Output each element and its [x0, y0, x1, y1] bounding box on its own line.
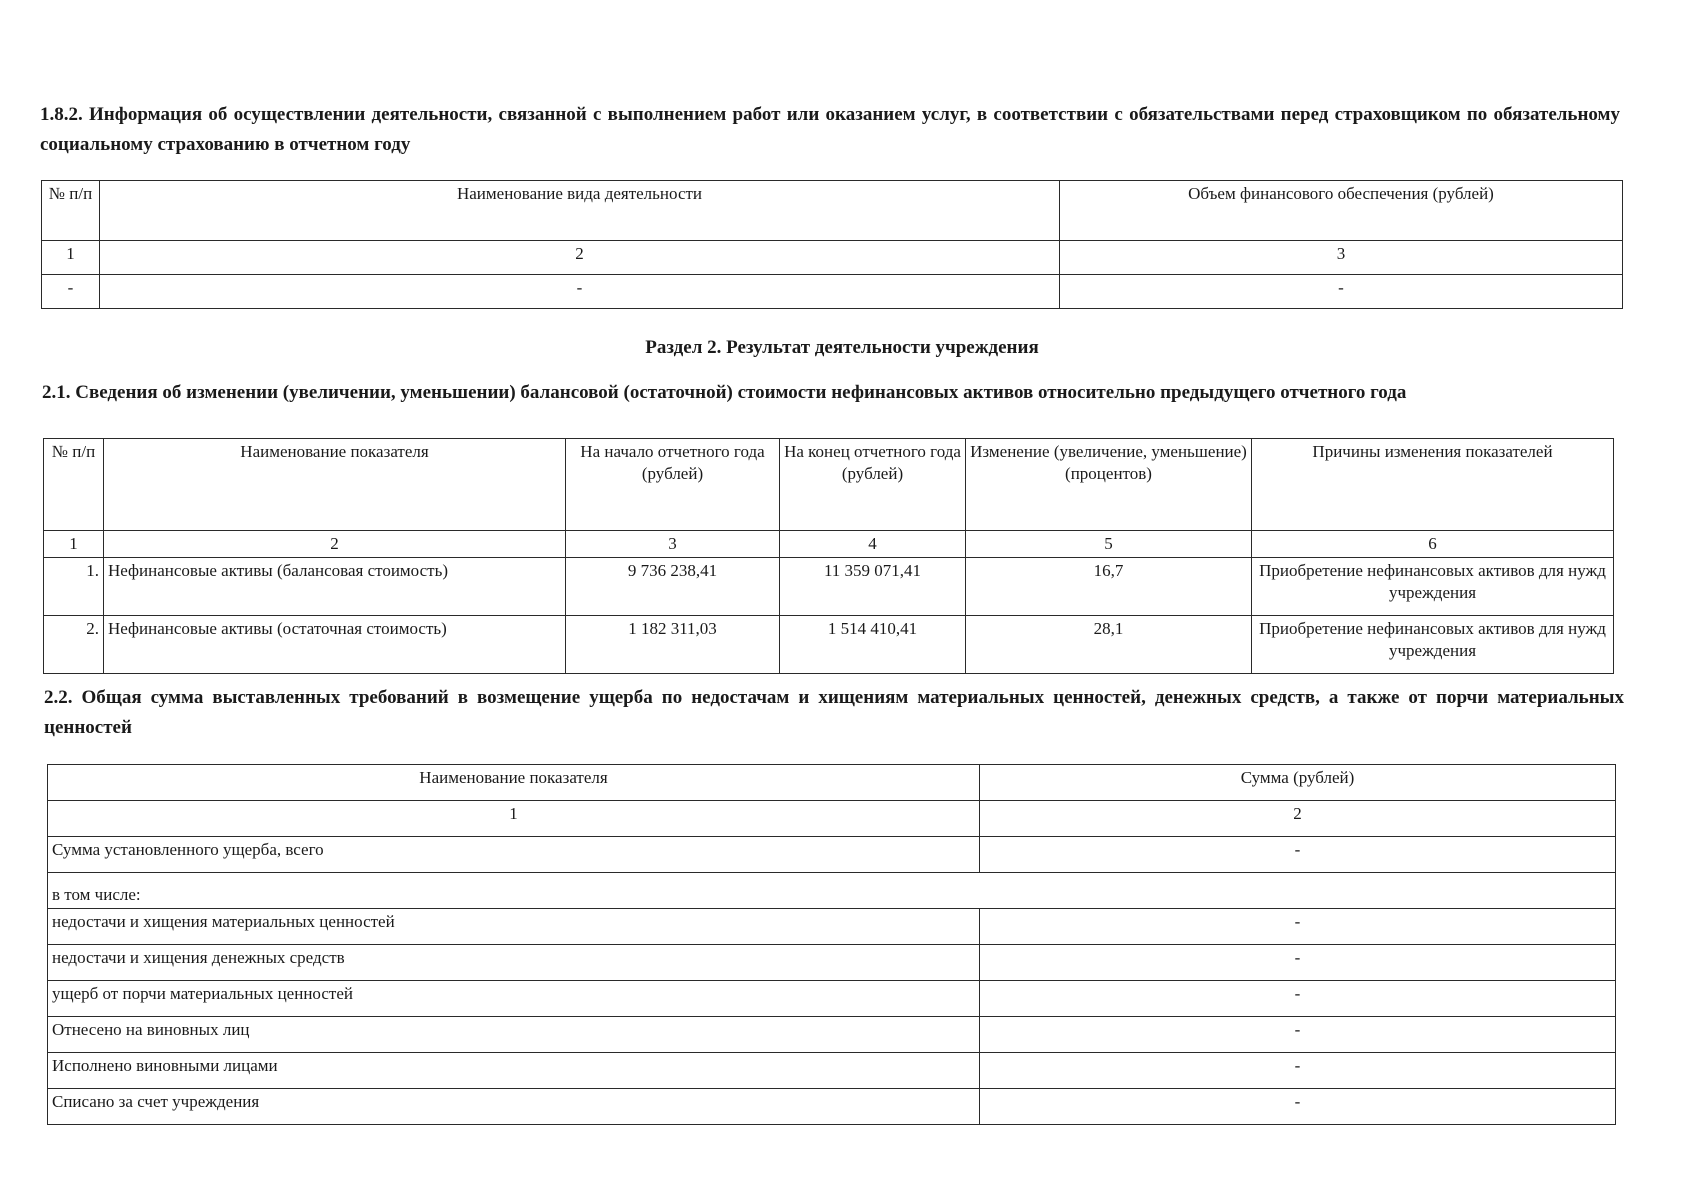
table-row	[42, 275, 1623, 309]
row-number: 2.	[44, 616, 104, 674]
indicator-name: Нефинансовые активы (остаточная стоимость)	[104, 616, 566, 674]
table-cell: -	[100, 275, 1060, 309]
section-2-2-heading: 2.2. Общая сумма выставленных требований в возмещение ущерба по недостачам и хищениям материальных ценностей, денежных средств, а также от порчи материальных ценностей	[44, 687, 1624, 738]
column-number: 2	[980, 801, 1616, 837]
table-cell: -	[42, 275, 100, 309]
amount-value: -	[980, 909, 1616, 945]
start-value: 9 736 238,41	[566, 558, 780, 616]
column-header: Наименование вида деятельности	[100, 181, 1060, 241]
column-header: Наименование показателя	[104, 439, 566, 531]
indicator-name: Списано за счет учреждения	[48, 1089, 980, 1125]
amount-value: -	[980, 1017, 1616, 1053]
table-row	[48, 873, 1616, 909]
table-row	[48, 981, 1616, 1017]
start-value: 1 182 311,03	[566, 616, 780, 674]
indicator-name: ущерб от порчи материальных ценностей	[48, 981, 980, 1017]
column-header: На конец отчетного года (рублей)	[780, 439, 966, 531]
table-row	[44, 558, 1614, 616]
column-header: Сумма (рублей)	[980, 765, 1616, 801]
indicator-name: Нефинансовые активы (балансовая стоимость)	[104, 558, 566, 616]
section-2-1-heading: 2.1. Сведения об изменении (увеличении, уменьшении) балансовой (остаточной) стоимости нефинансовых активов относительно предыдущего отчетного года	[42, 382, 1407, 403]
column-number-row	[44, 531, 1614, 558]
column-number: 3	[1060, 241, 1623, 275]
table-row	[48, 1089, 1616, 1125]
column-header: Изменение (увеличение, уменьшение) (процентов)	[966, 439, 1252, 531]
table-cell: -	[1060, 275, 1623, 309]
column-number: 4	[780, 531, 966, 558]
including-label: в том числе:	[48, 873, 1616, 909]
amount-value: -	[980, 1089, 1616, 1125]
change-percent: 28,1	[966, 616, 1252, 674]
column-header: Объем финансового обеспечения (рублей)	[1060, 181, 1623, 241]
column-header: № п/п	[44, 439, 104, 531]
end-value: 1 514 410,41	[780, 616, 966, 674]
column-number: 1	[42, 241, 100, 275]
section-2-title: Раздел 2. Результат деятельности учреждения	[645, 337, 1039, 358]
table-2-2	[47, 764, 1616, 1125]
indicator-name: Сумма установленного ущерба, всего	[48, 837, 980, 873]
indicator-name: недостачи и хищения материальных ценностей	[48, 909, 980, 945]
indicator-name: Исполнено виновными лицами	[48, 1053, 980, 1089]
amount-value: -	[980, 945, 1616, 981]
amount-value: -	[980, 981, 1616, 1017]
column-number-row	[48, 801, 1616, 837]
indicator-name: недостачи и хищения денежных средств	[48, 945, 980, 981]
table-row	[44, 616, 1614, 674]
table-row	[48, 1017, 1616, 1053]
column-header: На начало отчетного года (рублей)	[566, 439, 780, 531]
change-percent: 16,7	[966, 558, 1252, 616]
change-reason: Приобретение нефинансовых активов для нужд учреждения	[1252, 616, 1614, 674]
column-header: № п/п	[42, 181, 100, 241]
table-header-row	[42, 181, 1623, 241]
row-number: 1.	[44, 558, 104, 616]
change-reason: Приобретение нефинансовых активов для нужд учреждения	[1252, 558, 1614, 616]
amount-value: -	[980, 837, 1616, 873]
column-number: 2	[104, 531, 566, 558]
table-row	[48, 1053, 1616, 1089]
column-number: 5	[966, 531, 1252, 558]
table-1-8-2	[41, 180, 1623, 309]
column-number: 2	[100, 241, 1060, 275]
table-header-row	[48, 765, 1616, 801]
column-number: 1	[48, 801, 980, 837]
column-number: 3	[566, 531, 780, 558]
table-row	[48, 945, 1616, 981]
table-row	[48, 909, 1616, 945]
column-header: Наименование показателя	[48, 765, 980, 801]
column-number-row	[42, 241, 1623, 275]
column-number: 6	[1252, 531, 1614, 558]
indicator-name: Отнесено на виновных лиц	[48, 1017, 980, 1053]
table-2-1	[43, 438, 1614, 674]
column-header: Причины изменения показателей	[1252, 439, 1614, 531]
column-number: 1	[44, 531, 104, 558]
table-row	[48, 837, 1616, 873]
table-header-row	[44, 439, 1614, 531]
amount-value: -	[980, 1053, 1616, 1089]
end-value: 11 359 071,41	[780, 558, 966, 616]
section-1-8-2-heading: 1.8.2. Информация об осуществлении деятельности, связанной с выполнением работ или оказанием услуг, в соответствии с обязательствами перед страховщиком по обязательному социальному страхованию в отчетном году	[40, 104, 1620, 155]
